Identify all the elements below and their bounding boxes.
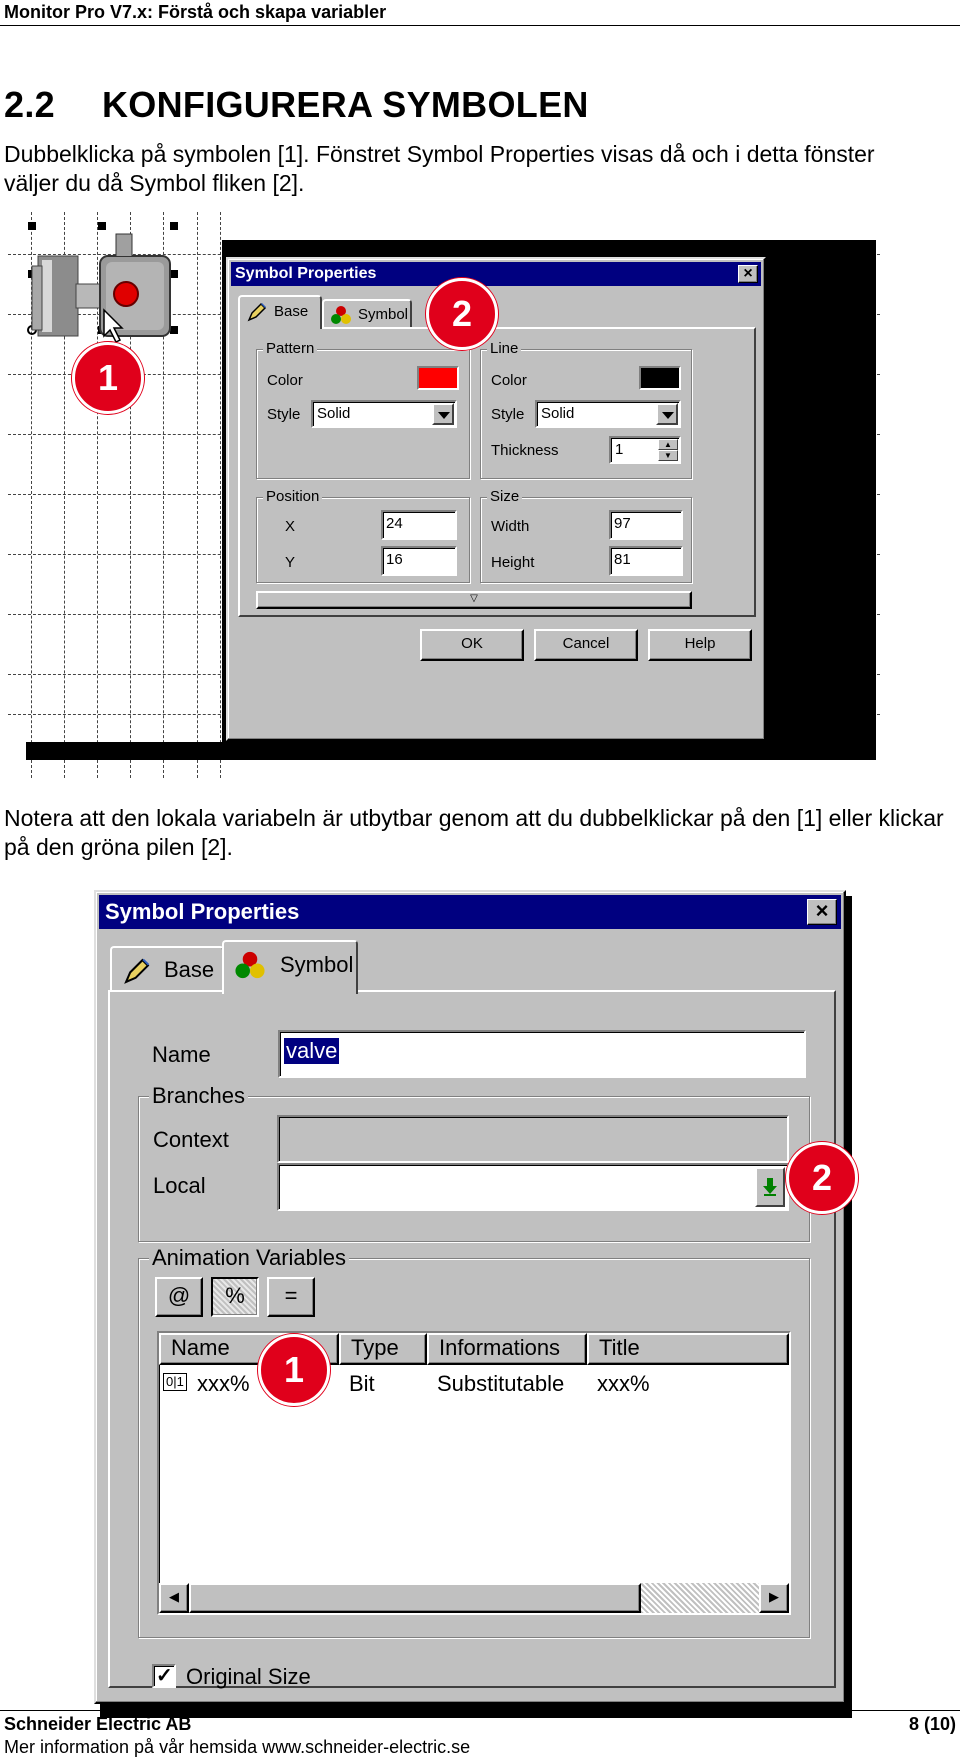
position-y-value: 16 [386, 551, 403, 568]
tab-panel [108, 990, 836, 1688]
column-header-type[interactable]: Type [339, 1333, 427, 1365]
size-width-label: Width [491, 518, 530, 535]
row-name: xxx% [197, 1371, 250, 1396]
chevron-down-icon[interactable] [432, 403, 454, 425]
position-y-input[interactable] [381, 546, 457, 576]
callout-badge-1: 1 [72, 342, 144, 414]
row-informations: Substitutable [437, 1371, 565, 1396]
scroll-right-icon[interactable]: ▶ [759, 1583, 789, 1613]
checkmark-icon: ✓ [156, 1665, 173, 1687]
position-group [256, 488, 470, 583]
pattern-style-value: Solid [317, 405, 351, 422]
tab-symbol-label: Symbol [358, 306, 409, 323]
variables-table [157, 1331, 791, 1615]
dialog-titlebar [99, 895, 841, 929]
document-header: Monitor Pro V7.x: Förstå och skapa variabler [4, 2, 387, 22]
tab-base-label: Base [274, 303, 309, 320]
footer-info: Mer information på vår hemsida www.schneider-electric.se [4, 1737, 471, 1757]
callout-badge-2: 2 [786, 1142, 858, 1214]
line-group [480, 340, 692, 479]
symbol-tab-icon [234, 950, 266, 996]
position-x-input[interactable] [381, 510, 457, 540]
page-number: 8 (10) [908, 1714, 956, 1734]
context-label: Context [153, 1127, 229, 1152]
cancel-button[interactable]: Cancel [534, 629, 638, 661]
name-label: Name [152, 1042, 211, 1067]
percent-button[interactable]: % [211, 1277, 259, 1317]
pattern-group-label: Pattern [263, 340, 317, 357]
expand-bar[interactable] [256, 591, 692, 609]
header-divider [0, 25, 960, 26]
expand-arrow-icon: ▽ [470, 593, 478, 604]
column-header-title[interactable]: Title [587, 1333, 789, 1365]
scroll-thumb[interactable] [189, 1583, 641, 1613]
row-title: xxx% [597, 1371, 650, 1396]
line-style-label: Style [491, 406, 525, 423]
row-type: Bit [349, 1371, 375, 1396]
section-number: 2.2 [4, 84, 55, 125]
window-shadow [26, 742, 876, 760]
branches-group-label: Branches [149, 1083, 248, 1109]
tab-base[interactable] [238, 295, 322, 329]
figure-symbol-properties-base [8, 212, 880, 778]
tab-symbol-label: Symbol [280, 952, 354, 977]
scroll-track[interactable] [641, 1583, 759, 1613]
size-width-input[interactable] [609, 510, 683, 540]
pattern-color-swatch[interactable] [417, 366, 459, 390]
instruction-paragraph-1: Dubbelklicka på symbolen [1]. Fönstret Symbol Properties visas då och i detta fönster väljer du då Symbol fliken [2]. [4, 141, 875, 196]
original-size-label: Original Size [186, 1664, 311, 1689]
animation-variables-group [138, 1245, 810, 1638]
position-x-value: 24 [386, 515, 403, 532]
at-button[interactable]: @ [155, 1277, 203, 1317]
section-title: KONFIGURERA SYMBOLEN [102, 84, 589, 125]
size-height-value: 81 [614, 551, 631, 568]
pattern-group [256, 340, 470, 479]
spin-up-icon[interactable]: ▲ [658, 439, 678, 450]
footer-company: Schneider Electric AB [4, 1714, 192, 1734]
table-row[interactable] [159, 1369, 789, 1401]
equals-button[interactable]: = [267, 1277, 315, 1317]
line-group-label: Line [487, 340, 521, 357]
tab-symbol[interactable] [222, 940, 358, 994]
size-height-label: Height [491, 554, 535, 571]
local-input[interactable] [277, 1163, 789, 1211]
dialog-title: Symbol Properties [105, 899, 300, 924]
tab-base-label: Base [164, 957, 215, 982]
tab-panel [238, 327, 756, 617]
section-heading [4, 84, 589, 126]
grid-line [197, 212, 198, 778]
dialog-title: Symbol Properties [235, 265, 377, 282]
chevron-down-icon[interactable] [656, 403, 678, 425]
column-header-informations[interactable]: Informations [427, 1333, 587, 1365]
callout-badge-2: 2 [426, 278, 498, 350]
instruction-paragraph-2: Notera att den lokala variabeln är utbytbar genom att du dubbelklickar på den [1] eller klickar på den gröna pilen [2]. [4, 805, 944, 860]
line-color-swatch[interactable] [639, 366, 681, 390]
original-size-checkbox[interactable] [152, 1664, 176, 1688]
size-width-value: 97 [614, 515, 631, 532]
symbol-properties-dialog-2 [94, 890, 846, 1704]
tab-base[interactable] [110, 946, 224, 992]
line-thickness-label: Thickness [491, 442, 559, 459]
position-y-label: Y [285, 554, 296, 571]
name-value: valve [286, 1038, 338, 1063]
position-group-label: Position [263, 488, 322, 505]
footer-divider [0, 1710, 960, 1711]
line-thickness-spinner[interactable] [609, 436, 681, 464]
column-header-name[interactable]: Name [159, 1333, 339, 1365]
ok-button[interactable]: OK [420, 629, 524, 661]
pencil-icon [246, 301, 268, 334]
branches-group [138, 1083, 810, 1242]
size-group-label: Size [487, 488, 522, 505]
animation-variables-label: Animation Variables [149, 1245, 349, 1271]
size-group [480, 488, 692, 583]
line-color-label: Color [491, 372, 527, 389]
line-style-value: Solid [541, 405, 575, 422]
line-style-select[interactable] [535, 400, 681, 428]
bit-type-icon: 0|1 [163, 1373, 187, 1391]
close-button[interactable]: × [807, 899, 837, 925]
horizontal-scrollbar[interactable] [159, 1583, 789, 1613]
pattern-color-label: Color [267, 372, 303, 389]
pattern-style-select[interactable] [311, 400, 457, 428]
scroll-left-icon[interactable]: ◀ [159, 1583, 189, 1613]
grid-line [220, 212, 221, 778]
help-button[interactable]: Help [648, 629, 752, 661]
local-label: Local [153, 1173, 206, 1198]
green-arrow-button[interactable] [755, 1167, 785, 1207]
spin-down-icon[interactable]: ▼ [658, 450, 678, 461]
pattern-style-label: Style [267, 406, 301, 423]
line-thickness-value: 1 [615, 441, 624, 458]
close-button[interactable]: × [738, 265, 758, 283]
name-input[interactable] [278, 1030, 806, 1078]
tab-symbol[interactable] [322, 299, 412, 329]
table-header [159, 1333, 789, 1365]
green-arrow-icon [762, 1178, 778, 1196]
position-x-label: X [285, 518, 296, 535]
dialog-titlebar [231, 262, 761, 286]
context-input[interactable] [277, 1115, 789, 1163]
callout-badge-1: 1 [258, 1334, 330, 1406]
size-height-input[interactable] [609, 546, 683, 576]
symbol-properties-dialog [226, 257, 766, 741]
